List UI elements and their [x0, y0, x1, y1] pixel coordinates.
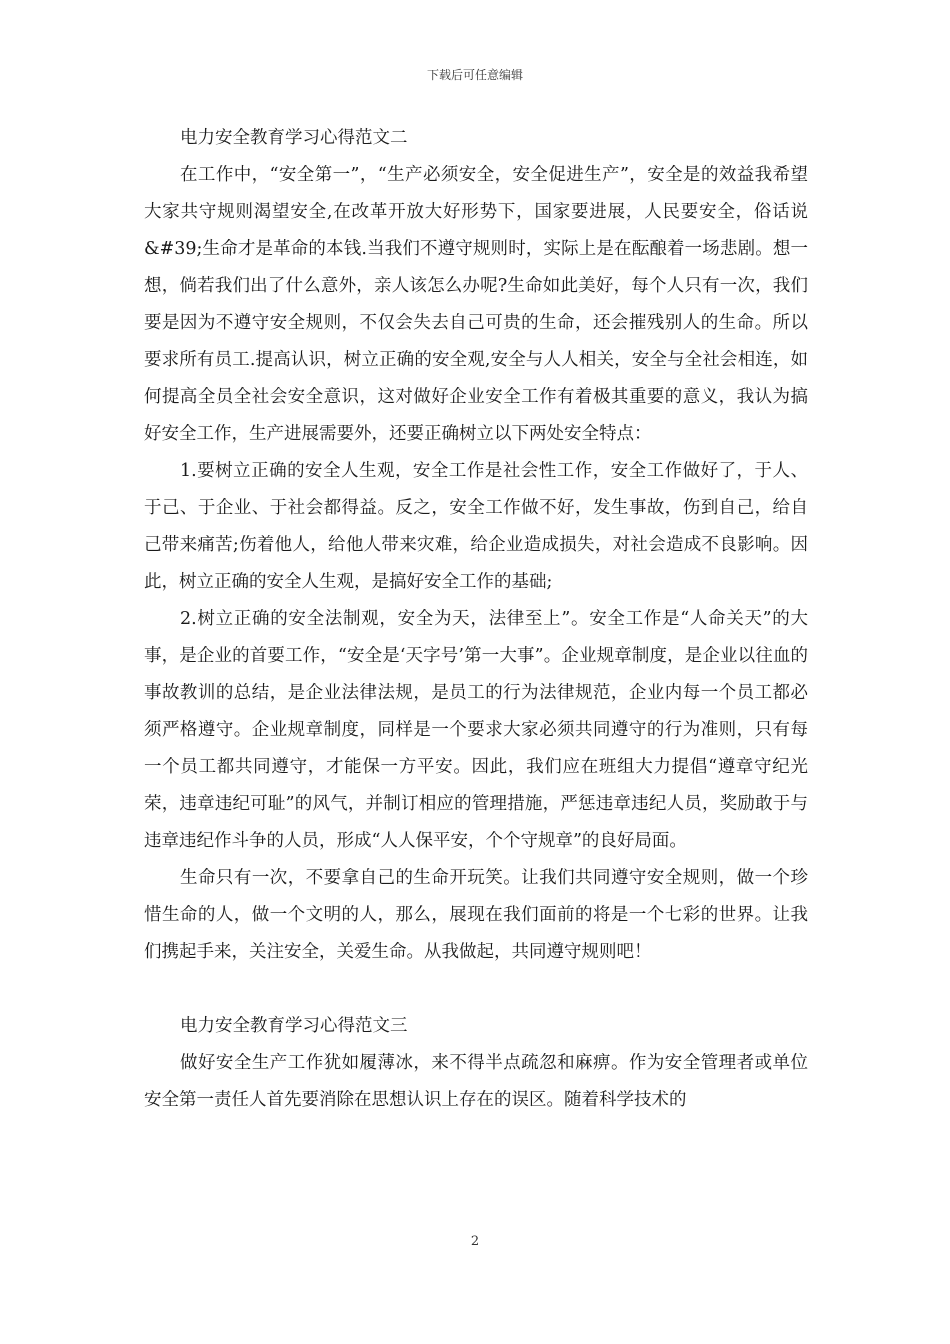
- paragraph: 1.要树立正确的安全人生观，安全工作是社会性工作，安全工作做好了，于人、于己、于企业、于社会都得益。反之，安全工作做不好，发生事故，伤到自己，给自己带来痛苦;伤着他人，给他人带来灾难，给企业造成损失，对社会造成不良影响。因此，树立正确的安全人生观，是搞好安全工作的基础;: [144, 461, 808, 592]
- paragraph: 2.树立正确的安全法制观，安全为天，法律至上”。安全工作是“人命关天”的大事，是企业的首要工作，“安全是‘天字号’第一大事”。企业规章制度，是企业以往血的事故教训的总结，是企业法律法规，是员工的行为法律规范，企业内每一个员工都必须严格遵守。企业规章制度，同样是一个要求大家必须共同遵守的行为准则，只有每一个员工都共同遵守，才能保一方平安。因此，我们应在班组大力提倡“遵章守纪光荣，违章违纪可耻”的风气，并制订相应的管理措施，严惩违章违纪人员，奖励敢于与违章违纪作斗争的人员，形成“人人保平安，个个守规章”的良好局面。: [144, 609, 808, 851]
- paragraph: 做好安全生产工作犹如履薄冰，来不得半点疏忽和麻痹。作为安全管理者或单位安全第一责任人首先要消除在思想认识上存在的误区。随着科学技术的: [144, 1053, 808, 1110]
- page-header: 下载后可任意编辑: [426, 68, 523, 82]
- paragraph: 生命只有一次，不要拿自己的生命开玩笑。让我们共同遵守安全规则，做一个珍惜生命的人，做一个文明的人，那么，展现在我们面前的将是一个七彩的世界。让我们携起手来，关注安全，关爱生命。从我做起，共同遵守规则吧！: [144, 868, 808, 962]
- page-number: 2: [470, 1234, 480, 1249]
- section-gap: [144, 971, 808, 1008]
- section-title-2: 电力安全教育学习心得范文二: [180, 128, 408, 148]
- paragraph: 在工作中，“安全第一”，“生产必须安全，安全促进生产”，安全是的效益我希望大家共守规则渴望安全,在改革开放大好形势下，国家要进展，人民要安全，俗话说&#39;生命才是革命的本钱.当我们不遵守规则时，实际上是在酝酿着一场悲剧。想一想，倘若我们出了什么意外，亲人该怎么办呢?生命如此美好，每个人只有一次，我们要是因为不遵守安全规则，不仅会失去自己可贵的生命，还会摧残别人的生命。所以要求所有员工.提高认识，树立正确的安全观,安全与人人相关，安全与全社会相连，如何提高全员全社会安全意识，这对做好企业安全工作有着极其重要的意义，我认为搞好安全工作，生产进展需要外，还要正确树立以下两处安全特点：: [144, 165, 808, 444]
- section-title-3: 电力安全教育学习心得范文三: [180, 1016, 408, 1036]
- document-body: [144, 120, 808, 1119]
